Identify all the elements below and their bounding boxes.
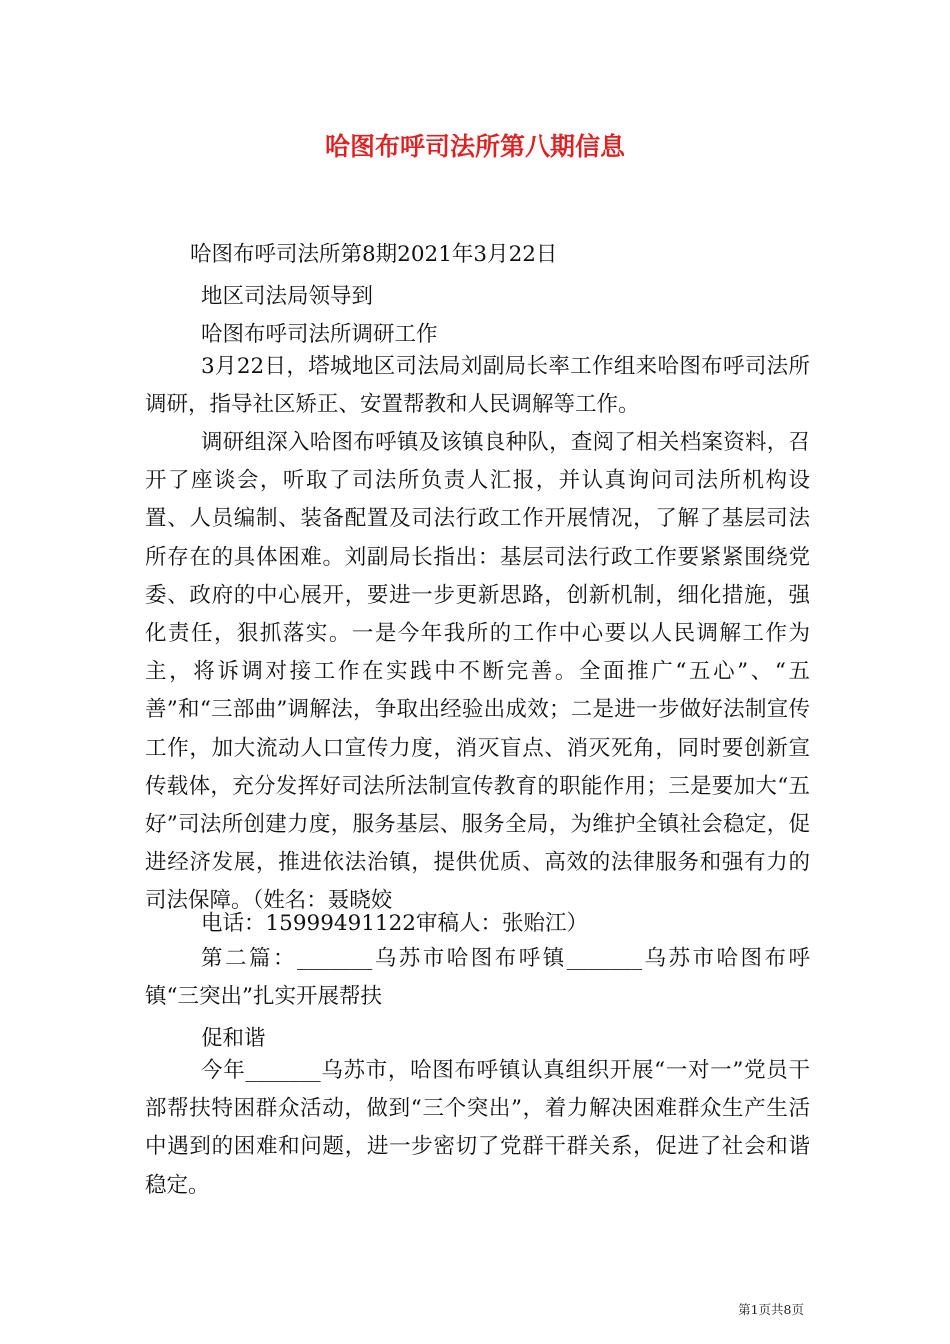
contact-line: 电话：15999491122审稿人：张贻江） (201, 911, 588, 936)
page-indicator: 第1页共8页 (738, 1302, 804, 1317)
document-title: 哈图布呼司法所第八期信息 (324, 132, 625, 161)
subheading: 促和谐 (201, 1026, 266, 1051)
paragraph-1: 3月22日，塔城地区司法局刘副局长率工作组来哈图布呼司法所调研，指导社区矫正、安置帮教和人民调解等工作。 (145, 354, 810, 418)
heading-line-1: 地区司法局领导到 (201, 284, 374, 309)
issue-header-line: 哈图布呼司法所第8期2021年3月22日 (190, 242, 558, 267)
heading-line-2: 哈图布呼司法所调研工作 (201, 322, 438, 347)
paragraph-4: 今年_______乌苏市，哈图布呼镇认真组织开展“一对一”党员干部帮扶特困群众活动，做到“三个突出”，着力解决困难群众生产生活中遇到的困难和问题，进一步密切了党群干群关系，促进了社会和谐稳定。 (145, 1058, 810, 1198)
paragraph-3: 第二篇：_______乌苏市哈图布呼镇_______乌苏市哈图布呼镇“三突出”扎实开展帮扶 (145, 946, 810, 1010)
paragraph-2: 调研组深入哈图布呼镇及该镇良种队，查阅了相关档案资料，召开了座谈会，听取了司法所负责人汇报，并认真询问司法所机构设置、人员编制、装备配置及司法行政工作开展情况，了解了基层司法所存在的具体困难。刘副局长指出：基层司法行政工作要紧紧围绕党委、政府的中心展开，要进一步更新思路，创新机制，细化措施，强化责任，狠抓落实。一是今年我所的工作中心要以人民调解工作为主，将诉调对接工作在实践中不断完善。全面推广“五心”、“五善”和“三部曲”调解法，争取出经验出成效；二是进一步做好法制宣传工作，加大流动人口宣传力度，消灭盲点、消灭死角，同时要创新宣传载体，充分发挥好司法所法制宣传教育的职能作用；三是要加大“五好”司法所创建力度，服务基层、服务全局，为维护全镇社会稳定，促进经济发展，推进依法治镇，提供优质、高效的法律服务和强有力的司法保障。（姓名：聂晓姣 (145, 430, 810, 914)
